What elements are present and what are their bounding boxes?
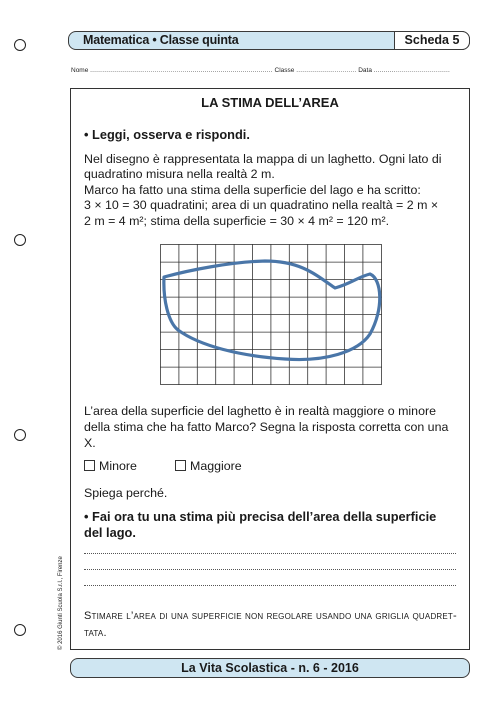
lake-grid-svg bbox=[160, 244, 384, 386]
date-label: Data bbox=[358, 67, 372, 74]
copyright-credit: © 2016 Giunti Scuola S.r.l., Firenze bbox=[58, 556, 64, 650]
sheet-number: Scheda 5 bbox=[394, 31, 470, 50]
option-minore[interactable] bbox=[84, 459, 137, 475]
option-minore-label: Minore bbox=[99, 459, 137, 473]
paragraph-line: Nel disegno è rappresentata la mappa di un laghetto. Ogni lato di bbox=[84, 152, 442, 166]
paragraph-line: 3 × 10 = 30 quadratini; area di un quadratino nella realtà = 2 m × bbox=[84, 198, 439, 212]
checkbox-minore[interactable] bbox=[84, 460, 95, 471]
grid-lines bbox=[160, 244, 382, 385]
lake-grid-map bbox=[160, 244, 384, 390]
subject-title: Matematica • Classe quinta bbox=[83, 33, 239, 47]
name-label: Nome bbox=[71, 67, 89, 74]
student-info-line bbox=[71, 67, 471, 74]
binder-hole bbox=[14, 624, 26, 636]
checkbox-maggiore[interactable] bbox=[175, 460, 186, 471]
paragraph-line: 2 m = 4 m²; stima della superficie = 30 × 4 m² = 120 m². bbox=[84, 214, 390, 228]
header-bar bbox=[68, 31, 470, 50]
page-title: LA STIMA DELL’AREA bbox=[201, 95, 339, 110]
answer-line[interactable] bbox=[84, 552, 456, 554]
section-heading-2: • Fai ora tu una stima più precisa dell’area della superficie bbox=[84, 509, 437, 524]
binder-hole bbox=[14, 234, 26, 246]
answer-line[interactable] bbox=[84, 584, 456, 586]
option-maggiore[interactable] bbox=[175, 459, 242, 475]
answer-line[interactable] bbox=[84, 568, 456, 570]
learning-goal-line: tata. bbox=[84, 627, 107, 639]
learning-goal-line: Stimare l’area di una superficie non regolare usando una griglia quadret- bbox=[84, 610, 457, 622]
option-maggiore-label: Maggiore bbox=[190, 459, 242, 473]
spiega-prompt: Spiega perché. bbox=[84, 486, 168, 500]
paragraph-line: Marco ha fatto una stima della superficie del lago e ha scritto: bbox=[84, 183, 421, 197]
lake-outline bbox=[164, 261, 380, 360]
name-field[interactable]: ........................................................................................... bbox=[90, 67, 273, 74]
question-line: X. bbox=[84, 436, 96, 450]
section-heading: • Leggi, osserva e rispondi. bbox=[84, 127, 250, 142]
binder-hole bbox=[14, 429, 26, 441]
class-field[interactable]: .............................. bbox=[296, 67, 357, 74]
binder-hole bbox=[14, 39, 26, 51]
paragraph-line: quadratino misura nella realtà 2 m. bbox=[84, 167, 275, 181]
section-heading-2-cont: del lago. bbox=[84, 525, 136, 540]
class-label: Classe bbox=[274, 67, 295, 74]
question-line: L’area della superficie del laghetto è in realtà maggiore o minore bbox=[84, 404, 436, 418]
question-line: della stima che ha fatto Marco? Segna la risposta corretta con una bbox=[84, 420, 449, 434]
date-field[interactable]: ...................................... bbox=[373, 67, 450, 74]
footer-bar: La Vita Scolastica - n. 6 - 2016 bbox=[70, 658, 470, 678]
